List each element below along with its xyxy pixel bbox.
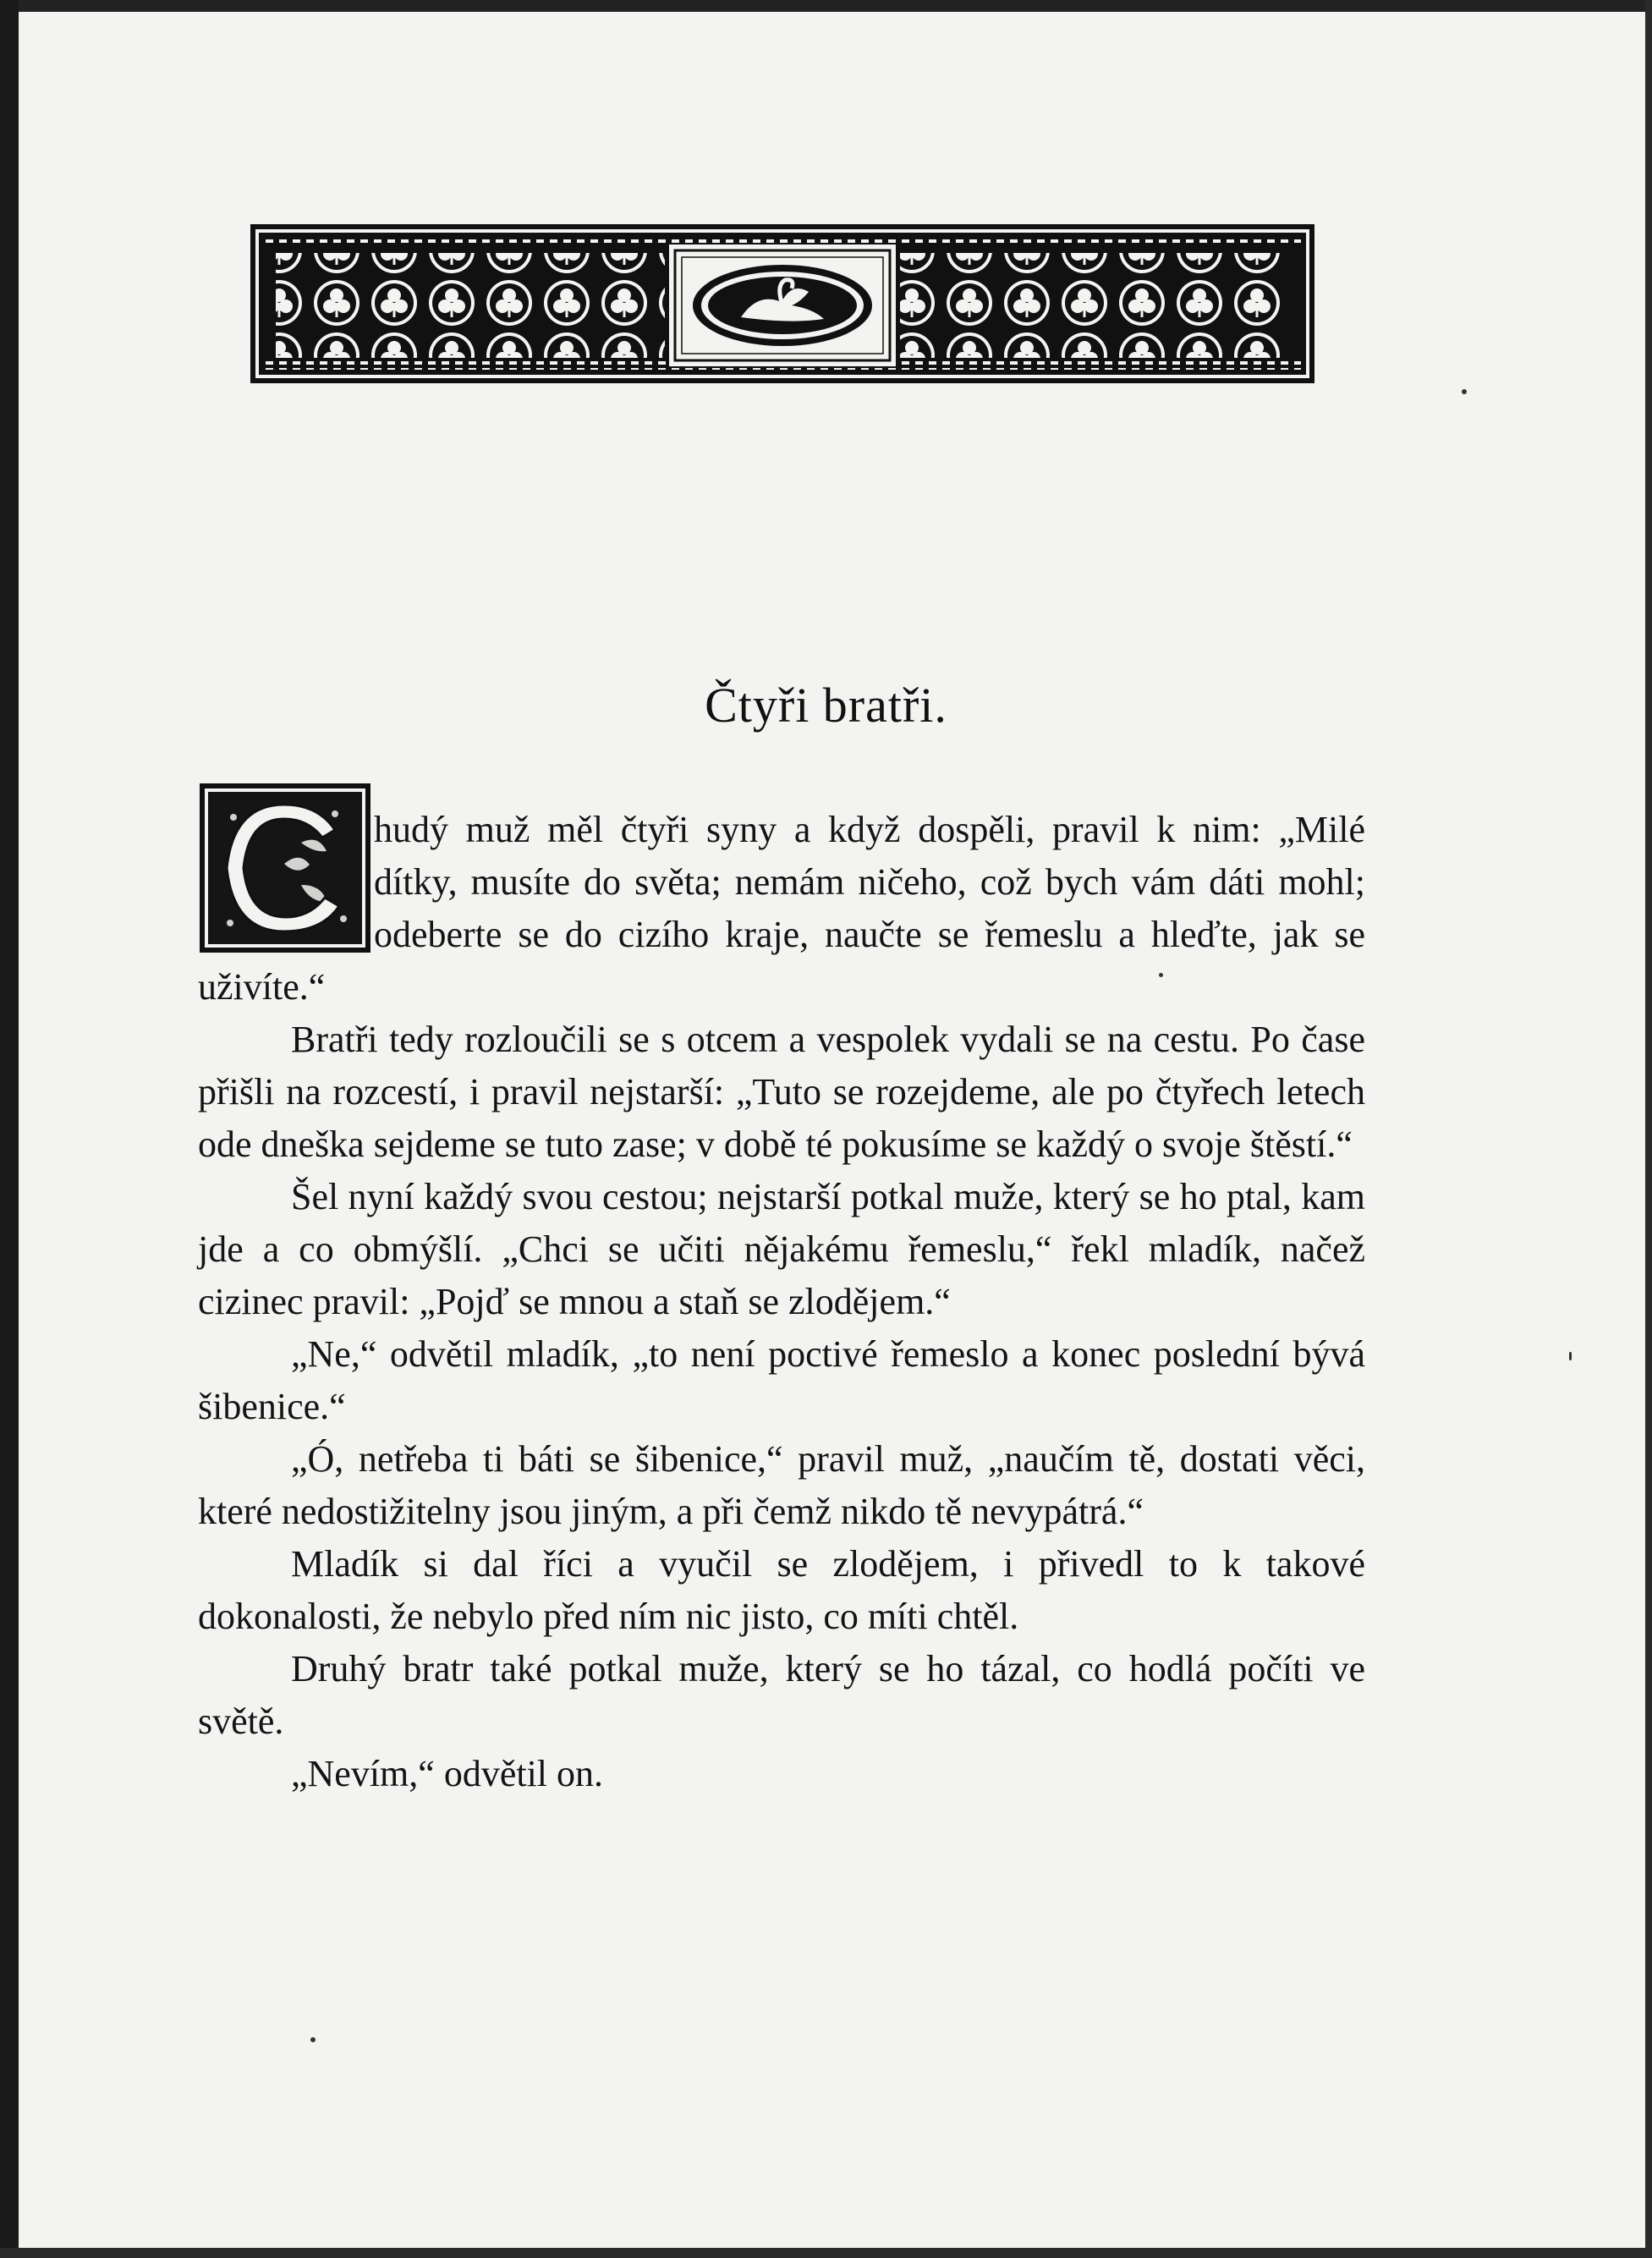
ornamental-headpiece xyxy=(250,224,1314,383)
scan-speck xyxy=(1462,389,1467,394)
paragraph: Bratři tedy rozloučili se s otcem a vespolek vydali se na cestu. Po čase přišli na rozcestí, i pravil nejstarší: „Tuto se rozejdeme, ale po čtyřech letech ode dneška sejdeme se tuto zase; v době té pokusíme se každý o svoje štěstí.“ xyxy=(198,1019,1365,1165)
scan-speck xyxy=(310,2037,316,2042)
scan-edge-left xyxy=(0,0,19,2258)
scan-edge-right xyxy=(1645,0,1652,2258)
paragraph: „Ne,“ odvětil mladík, „to není poctivé řemeslo a konec poslední bývá šibenice.“ xyxy=(198,1333,1365,1427)
paragraph xyxy=(198,804,1365,1014)
scan-edge-top xyxy=(0,0,1652,12)
chapter-title: Čtyři bratři. xyxy=(705,678,947,733)
paragraph-text: hudý muž měl čtyři syny a když dospěli, pravil k nim: „Milé dítky, musíte do světa; nemám ničeho, což bych vám dáti mohl; odeberte se do cizího kraje, naučte se řemeslu a hleďte, jak se uživíte.“ xyxy=(198,809,1365,1008)
paragraph: Mladík si dal říci a vyučil se zlodějem, i přivedl to k takové dokonalosti, že nebylo před ním nic jisto, co míti chtěl. xyxy=(198,1543,1365,1637)
scan-speck xyxy=(1569,1352,1572,1360)
paragraph: „Nevím,“ odvětil on. xyxy=(291,1753,604,1794)
decorative-initial-c-icon xyxy=(200,783,370,953)
body-text xyxy=(198,804,1365,1800)
paragraph: Šel nyní každý svou cestou; nejstarší potkal muže, který se ho ptal, kam jde a co obmýšlí. „Chci se učiti nějakému řemeslu,“ řekl mladík, načež cizinec pravil: „Pojď se mnou a staň se zlodějem.“ xyxy=(198,1176,1365,1322)
scan-speck xyxy=(1159,973,1163,977)
scan-edge-bottom xyxy=(0,2248,1652,2258)
paragraph: Druhý bratr také potkal muže, který se ho tázal, co hodlá počíti ve světě. xyxy=(198,1648,1365,1742)
paragraph: „Ó, netřeba ti báti se šibenice,“ pravil muž, „naučím tě, dostati věci, které nedostižitelny jsou jiným, a při čemž nikdo tě nevypátrá.“ xyxy=(198,1438,1365,1532)
